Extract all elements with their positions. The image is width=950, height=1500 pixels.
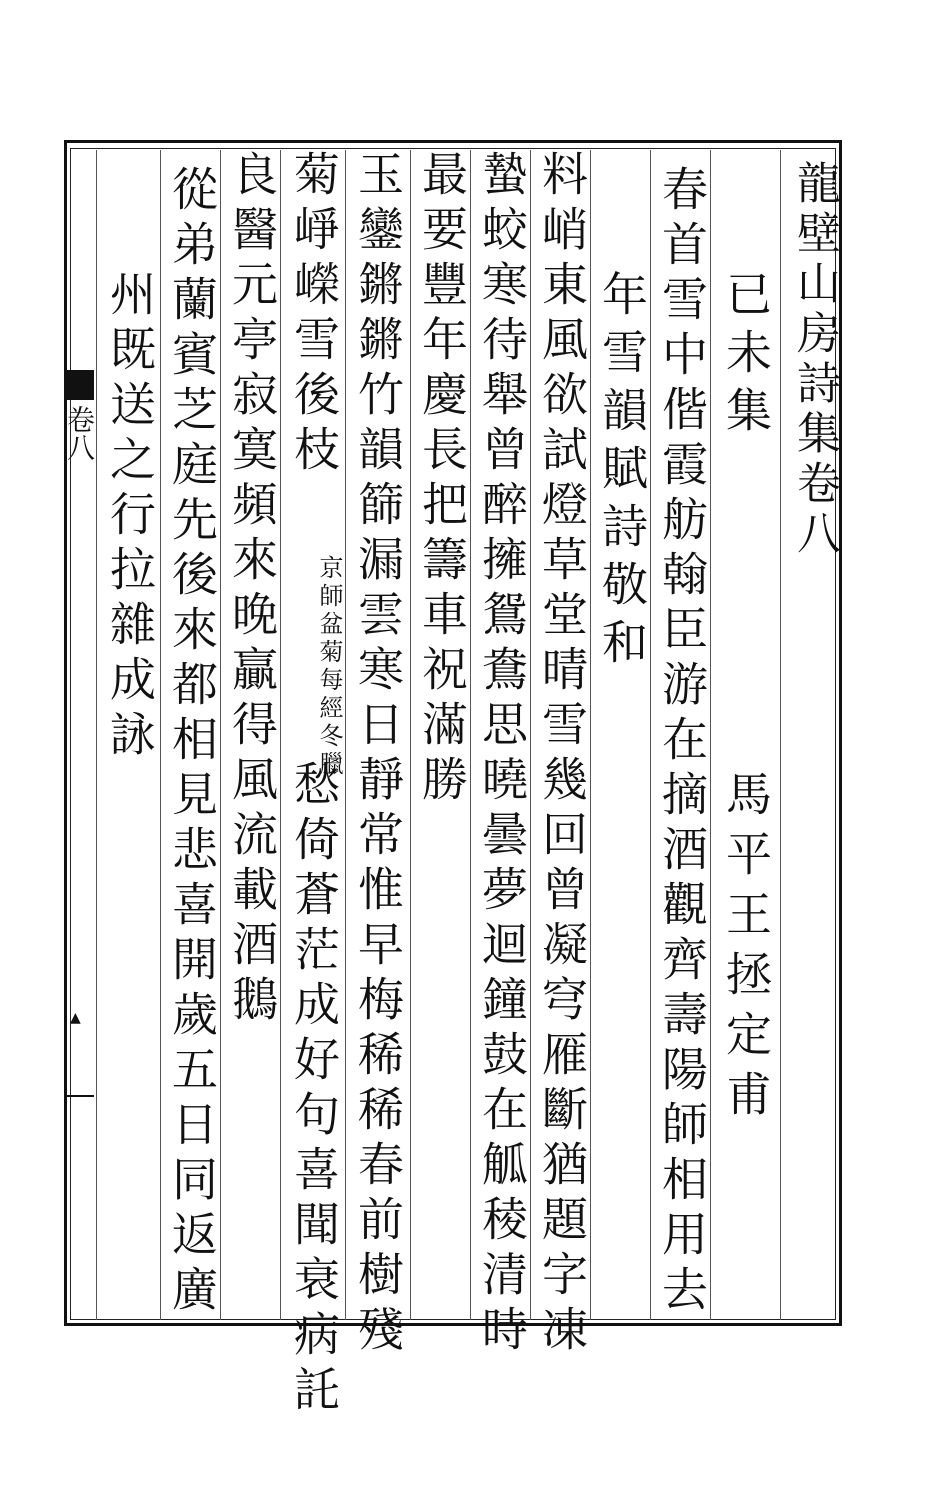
poem-line-2: 蟄蛟寒待舉曾醉擁鴛鴦思曉曇夢迴鐘鼓在觚稜清時 [475,150,529,1360]
poem-title-line-1: 春首雪中偕霞舫翰臣游在摘酒觀齊壽陽師相用去 [655,165,709,1320]
column-divider [96,150,97,1320]
author-line: 馬平王拯定甫 [719,770,773,1130]
poem-line-1: 料峭東風欲試燈草堂晴雪幾回曾凝穹雁斷猶題字凍 [535,150,589,1360]
poem-line-4: 玉鑾鏘鏘竹韻篩漏雲寒日靜常惟早梅稀稀春前樹殘 [351,150,405,1360]
collection-name: 已未集 [719,270,773,444]
fold-fishtail [64,370,94,400]
next-poem-title-line-1: 從弟蘭賓芝庭先後來都相見悲喜開歲五日同返廣 [165,165,219,1320]
book-title: 龍壁山房詩集卷八 [789,160,840,560]
poem-line-6: 良醫元亭寂寞頻來晚贏得風流載酒鵝 [225,150,279,1030]
fold-label: 卷八 [63,405,96,461]
column-divider [160,150,161,1320]
fold-mark: ▲ [70,1010,81,1026]
column-divider [780,150,781,1320]
poem-line-5-tail: 愁倚蒼茫成好句喜聞衰病託 [287,760,341,1420]
poem-line-5-head: 菊崢嶸雪後枝 [287,150,341,480]
column-divider [345,150,346,1320]
poem-line-3: 最要豐年慶長把籌車祝滿勝 [415,150,469,810]
poem-title-line-2: 年雪韻賦詩敬和 [595,270,649,676]
poem-inline-note: 京師盆菊每經冬臘 [315,555,343,779]
fold-tick [64,1095,94,1097]
column-divider [410,150,411,1320]
next-poem-title-line-2: 州既送之行拉雜成詠 [103,270,157,765]
